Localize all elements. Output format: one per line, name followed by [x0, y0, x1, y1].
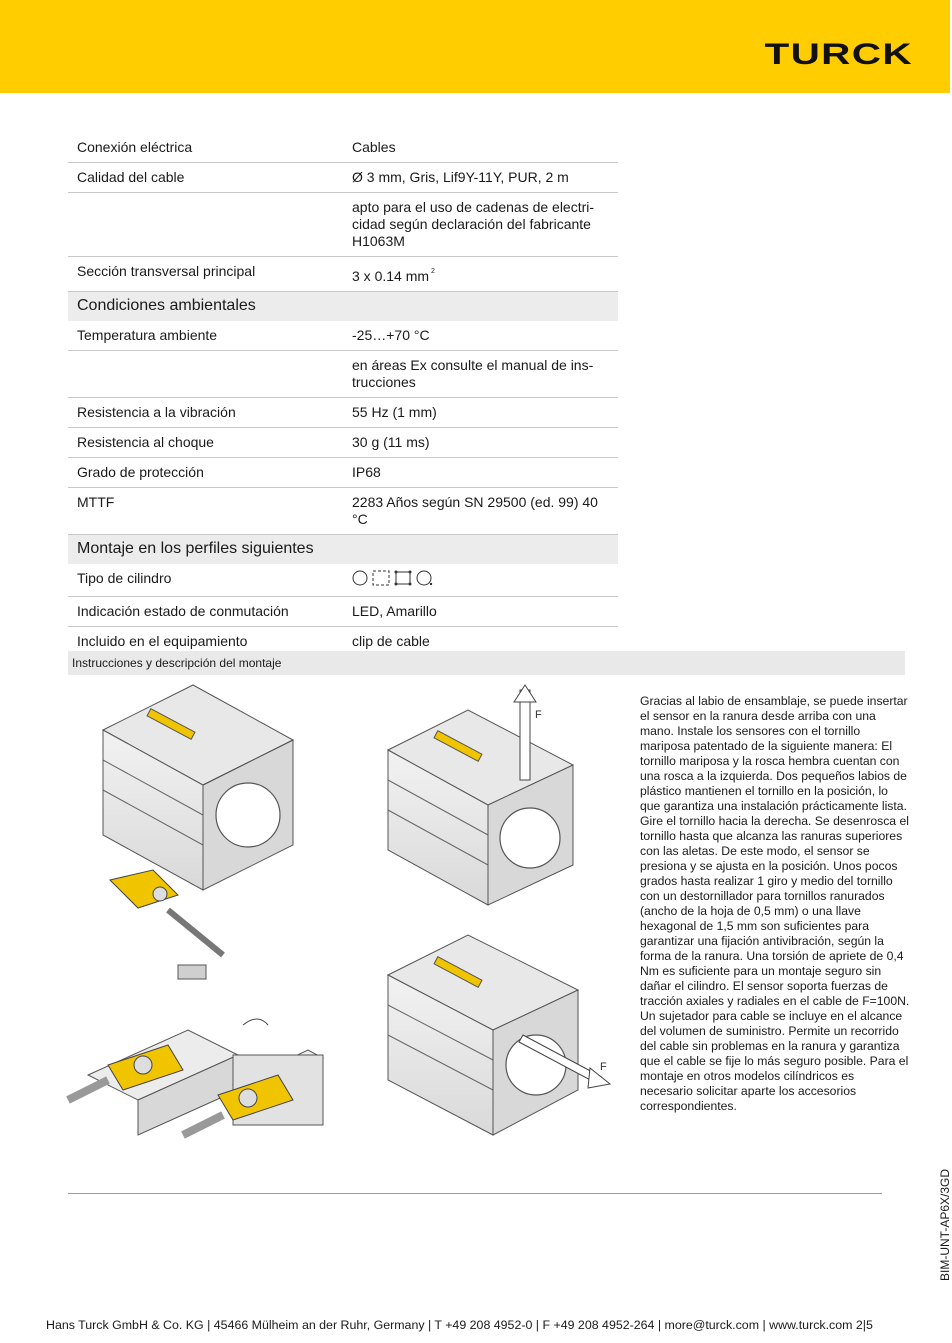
spec-value-text: Cables — [352, 139, 396, 155]
spec-row — [68, 133, 618, 163]
spec-value-text: en áreas Ex consulte el manual de ins- trucciones — [352, 357, 594, 390]
spec-key: Temperatura ambiente — [77, 327, 218, 343]
profile-cylinder-icon — [372, 570, 390, 590]
spec-value-text: 3 x 0.14 mm — [352, 268, 430, 284]
round-cylinder-groove-icon — [416, 570, 434, 590]
spec-value — [352, 428, 614, 457]
cylinder-illustration-1 — [103, 685, 293, 890]
spec-value — [352, 163, 614, 192]
spec-value-text: 30 g (11 ms) — [352, 434, 430, 450]
spec-row — [68, 163, 618, 193]
company-footer: Hans Turck GmbH & Co. KG | 45466 Mülheim an der Ruhr, Germany | T +49 208 4952-0 | F +49 208 4952-264 | more@turck.com | www.turck.com 2|5 — [46, 1318, 873, 1332]
spec-value-text: -25…+70 °C — [352, 327, 430, 343]
spec-value-text: apto para el uso de cadenas de electri- cidad según declaración del fabricante H1063M — [352, 199, 595, 249]
spec-value — [352, 257, 614, 291]
footer-divider — [68, 1193, 882, 1194]
tie-rod-cylinder-icon — [394, 570, 412, 590]
spec-value — [352, 597, 614, 626]
cylinder-illustration-2 — [388, 685, 573, 905]
spec-row — [68, 488, 618, 535]
spec-section-header — [68, 535, 618, 564]
spec-row — [68, 564, 618, 597]
document-id: BIM-UNT-AP6X/3GD — [938, 1168, 952, 1281]
spec-row — [68, 398, 618, 428]
spec-value — [352, 351, 614, 397]
spec-value-text: 2283 Años según SN 29500 (ed. 99) 40 °C — [352, 494, 598, 527]
specification-table — [68, 133, 618, 657]
force-label-up: F — [535, 709, 542, 721]
spec-row — [68, 321, 618, 351]
spec-value — [352, 193, 614, 256]
spec-key: Incluido en el equipamiento — [77, 633, 248, 649]
mounting-description: Gracias al labio de ensamblaje, se puede insertar el sensor en la ranura desde arriba con una mano. Instale los sensores con el tornillo mariposa patentado de la siguiente manera: El tornillo mariposa y la rosca hembra cuentan con una rosca a la izquierda. Dos pequeños labios de plástico mantienen el tornillo en la posición, lo que garantiza una instalación prácticamente lista. Gire el tornillo hacia la derecha. Se desenrosca el tornillo hasta que alcanza las ranuras superiores con las aletas. De este modo, el sensor se presiona y se ajusta en la posición. Unos pocos grados hasta realizar 1 giro y medio del tornillo con un destornillador para tornillos ranurados (ancho de la hoja de 0,5 mm) o una llave hexagonal de 1,5 mm son suficientes para garantizar una fijación antivibración, según la forma de la ranura. Una torsión de apriete de 0,4 Nm es suficiente para un montaje seguro sin dañar el cilindro. El sensor soporta fuerzas de tracción axiales y radiales en el cable de F=100N. Un sujetador para cable se incluye en el alcance del volumen de suministro. Permite un recorrido del cable sin problemas en la ranura y garantiza que el cable se fije lo más seguro posible. Para el montaje en otros modelos cilíndricos es necesario solicitar aparte los accesorios correspondientes. — [640, 694, 910, 1113]
spec-key: Conexión eléctrica — [77, 139, 193, 155]
spec-value-text: Ø 3 mm, Gris, Lif9Y-11Y, PUR, 2 m — [352, 169, 569, 185]
spec-row — [68, 193, 618, 257]
round-cylinder-icon — [352, 570, 368, 590]
spec-row — [68, 257, 618, 292]
spec-key: Grado de protección — [77, 464, 204, 480]
turck-logo: TURCK — [764, 38, 913, 71]
mounting-section-header — [68, 651, 905, 675]
mounting-illustrations — [68, 680, 628, 1170]
section-title: Condiciones ambientales — [77, 297, 256, 314]
force-label-side: F — [600, 1061, 607, 1073]
spec-row — [68, 458, 618, 488]
spec-key: Resistencia a la vibración — [77, 404, 236, 420]
section-spacer — [352, 292, 614, 321]
spec-key: Resistencia al choque — [77, 434, 214, 450]
spec-value-text: LED, Amarillo — [352, 603, 437, 619]
cylinder-illustration-3 — [388, 935, 610, 1135]
mounting-heading: Instrucciones y descripción del montaje — [72, 656, 282, 670]
spec-value-text: IP68 — [352, 464, 381, 480]
spec-key: Tipo de cilindro — [77, 570, 172, 586]
spec-value — [352, 321, 614, 350]
spec-value — [352, 488, 614, 534]
spec-value — [352, 398, 614, 427]
spec-key: Calidad del cable — [77, 169, 185, 185]
spec-value-text: 55 Hz (1 mm) — [352, 404, 437, 420]
spec-value-text: clip de cable — [352, 633, 430, 649]
spec-section-header — [68, 292, 618, 321]
spec-row — [68, 428, 618, 458]
cylinder-type-icons — [352, 564, 614, 596]
spec-row — [68, 597, 618, 627]
spec-key: Sección transversal principal — [77, 263, 256, 279]
section-title: Montaje en los perfiles siguientes — [77, 540, 314, 557]
superscript: 2 — [431, 268, 435, 275]
spec-value — [352, 458, 614, 487]
section-spacer — [352, 535, 614, 564]
spec-value — [352, 133, 614, 162]
spec-row — [68, 351, 618, 398]
spec-key: Indicación estado de conmutación — [77, 603, 289, 619]
page-header — [0, 0, 950, 93]
spec-key: MTTF — [77, 494, 115, 510]
